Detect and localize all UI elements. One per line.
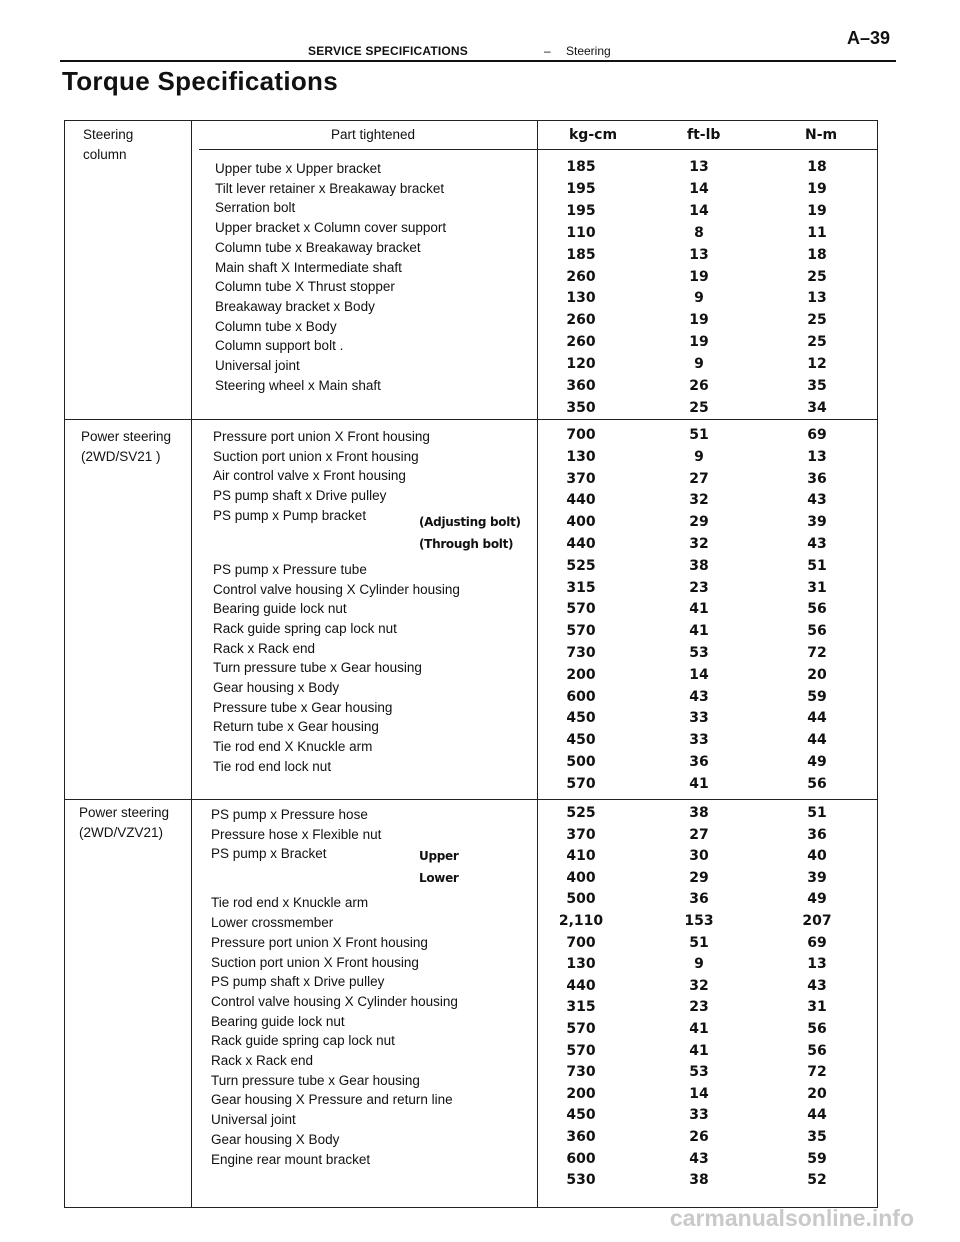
value-kgcm: 120 bbox=[566, 356, 596, 373]
value-ftlb: 27 bbox=[689, 470, 709, 487]
part-name: Breakaway bracket x Body bbox=[215, 298, 375, 314]
value-nm: 49 bbox=[807, 754, 827, 770]
value-kgcm: 500 bbox=[566, 754, 596, 770]
value-ftlb: 9 bbox=[694, 956, 704, 973]
group-divider-2 bbox=[65, 799, 877, 800]
value-ftlb: 43 bbox=[689, 1150, 709, 1167]
part-name: Universal joint bbox=[211, 1112, 296, 1128]
torque-table bbox=[64, 120, 878, 1208]
value-nm: 13 bbox=[807, 290, 827, 307]
value-ftlb: 9 bbox=[694, 356, 704, 373]
part-name: Serration bolt bbox=[215, 200, 296, 216]
value-ftlb: 29 bbox=[689, 869, 709, 886]
value-nm: 51 bbox=[807, 557, 827, 574]
value-nm: 36 bbox=[807, 826, 827, 843]
value-kgcm: 185 bbox=[566, 159, 596, 175]
value-nm: 20 bbox=[807, 1085, 827, 1102]
value-ftlb: 51 bbox=[689, 427, 709, 443]
value-kgcm: 450 bbox=[566, 1107, 596, 1124]
part-name: Control valve housing X Cylinder housing bbox=[213, 581, 460, 597]
value-nm: 44 bbox=[807, 732, 827, 749]
value-nm: 40 bbox=[807, 848, 827, 865]
value-nm: 56 bbox=[807, 775, 827, 792]
watermark: carmanualsonline.info bbox=[669, 1205, 914, 1231]
part-name: Control valve housing X Cylinder housing bbox=[211, 993, 458, 1009]
value-kgcm: 570 bbox=[566, 623, 596, 640]
value-nm: 19 bbox=[807, 180, 827, 197]
value-ftlb: 14 bbox=[689, 202, 709, 219]
value-nm: 43 bbox=[807, 536, 827, 552]
part-name: Tilt lever retainer x Breakaway bracket bbox=[215, 180, 445, 196]
value-kgcm: 2,110 bbox=[558, 913, 604, 929]
part-name: Column support bolt . bbox=[215, 338, 344, 354]
group-label: Power steering bbox=[81, 429, 172, 444]
value-kgcm: 530 bbox=[566, 1172, 596, 1189]
value-kgcm: 570 bbox=[566, 1021, 596, 1037]
value-ftlb: 41 bbox=[689, 601, 709, 618]
part-name: Turn pressure tube x Gear housing bbox=[211, 1072, 420, 1088]
value-kgcm: 730 bbox=[566, 1064, 596, 1081]
part-name: Gear housing X Body bbox=[211, 1131, 340, 1147]
value-nm: 56 bbox=[807, 623, 827, 640]
value-nm: 11 bbox=[807, 224, 827, 241]
value-nm: 13 bbox=[807, 956, 827, 973]
bolt-note: Lower bbox=[419, 870, 459, 885]
page-title: Torque Specifications bbox=[62, 66, 338, 96]
part-name: Gear housing X Pressure and return line bbox=[211, 1092, 453, 1108]
part-name: Return tube x Gear housing bbox=[213, 719, 379, 735]
part-name: Gear housing x Body bbox=[213, 680, 340, 695]
part-name: Turn pressure tube x Gear housing bbox=[213, 660, 422, 676]
value-ftlb: 25 bbox=[689, 399, 709, 416]
value-ftlb: 9 bbox=[694, 290, 704, 307]
part-name: Pressure port union X Front housing bbox=[211, 934, 428, 950]
value-nm: 56 bbox=[807, 1021, 827, 1037]
part-name: Suction port union x Front housing bbox=[213, 448, 419, 464]
value-nm: 34 bbox=[807, 399, 827, 416]
value-nm: 12 bbox=[807, 356, 827, 373]
part-name: PS pump shaft x Drive pulley bbox=[211, 974, 385, 990]
value-kgcm: 370 bbox=[566, 470, 596, 487]
bolt-note: Upper bbox=[419, 849, 459, 864]
unit-kgcm-header: kg-cm bbox=[569, 127, 618, 143]
value-kgcm: 525 bbox=[566, 557, 596, 574]
value-nm: 20 bbox=[807, 666, 827, 683]
value-nm: 39 bbox=[807, 514, 827, 531]
part-name: Rack x Rack end bbox=[211, 1053, 314, 1068]
value-kgcm: 525 bbox=[566, 805, 596, 821]
value-kgcm: 260 bbox=[566, 334, 596, 351]
value-ftlb: 41 bbox=[689, 775, 709, 792]
value-nm: 31 bbox=[807, 999, 827, 1016]
value-nm: 44 bbox=[807, 1107, 827, 1124]
unit-nm-header: N-m bbox=[805, 127, 838, 143]
value-kgcm: 440 bbox=[566, 536, 596, 552]
value-ftlb: 19 bbox=[689, 312, 709, 329]
value-ftlb: 32 bbox=[689, 977, 709, 994]
part-name: Pressure port union X Front housing bbox=[213, 429, 430, 444]
value-ftlb: 36 bbox=[689, 754, 709, 770]
value-ftlb: 8 bbox=[694, 224, 704, 241]
value-kgcm: 260 bbox=[566, 312, 596, 329]
value-kgcm: 260 bbox=[566, 268, 596, 285]
value-nm: 52 bbox=[807, 1172, 827, 1189]
value-ftlb: 53 bbox=[689, 645, 709, 661]
value-kgcm: 600 bbox=[566, 1150, 596, 1167]
value-kgcm: 450 bbox=[566, 732, 596, 749]
value-kgcm: 315 bbox=[566, 579, 596, 596]
value-nm: 39 bbox=[807, 869, 827, 886]
value-ftlb: 38 bbox=[689, 805, 709, 821]
value-kgcm: 600 bbox=[566, 688, 596, 705]
part-name: Upper bracket x Column cover support bbox=[215, 220, 447, 236]
value-kgcm: 440 bbox=[566, 492, 596, 509]
part-name: PS pump x Pump bracket bbox=[213, 507, 367, 523]
value-ftlb: 32 bbox=[689, 492, 709, 509]
value-ftlb: 53 bbox=[689, 1064, 709, 1081]
value-nm: 43 bbox=[807, 977, 827, 994]
group-divider-1 bbox=[65, 419, 877, 420]
value-kgcm: 700 bbox=[566, 427, 596, 443]
value-ftlb: 41 bbox=[689, 1042, 709, 1059]
value-ftlb: 41 bbox=[689, 1021, 709, 1037]
value-kgcm: 350 bbox=[566, 399, 596, 416]
part-name: Steering wheel x Main shaft bbox=[215, 377, 381, 393]
value-ftlb: 26 bbox=[689, 1129, 709, 1145]
header-separator: – bbox=[544, 44, 551, 58]
value-nm: 207 bbox=[802, 913, 832, 929]
value-kgcm: 195 bbox=[566, 180, 596, 197]
value-ftlb: 13 bbox=[689, 246, 709, 263]
part-name: Tie rod end x Knuckle arm bbox=[211, 895, 369, 911]
value-nm: 13 bbox=[807, 448, 827, 465]
value-ftlb: 14 bbox=[689, 1085, 709, 1102]
value-kgcm: 195 bbox=[566, 202, 596, 219]
value-kgcm: 315 bbox=[566, 999, 596, 1016]
value-kgcm: 130 bbox=[566, 290, 596, 307]
bolt-note: (Adjusting bolt) bbox=[419, 515, 521, 530]
page-number: A–39 bbox=[846, 28, 890, 48]
group-label: (2WD/SV21 ) bbox=[81, 449, 161, 464]
part-name: Tie rod end X Knuckle arm bbox=[213, 739, 373, 755]
value-nm: 56 bbox=[807, 1042, 827, 1059]
value-kgcm: 360 bbox=[566, 378, 596, 394]
value-ftlb: 33 bbox=[689, 732, 709, 749]
value-ftlb: 32 bbox=[689, 536, 709, 552]
value-kgcm: 370 bbox=[566, 826, 596, 843]
value-nm: 69 bbox=[807, 934, 827, 951]
part-name: Rack guide spring cap lock nut bbox=[213, 620, 397, 636]
value-nm: 59 bbox=[807, 688, 827, 705]
value-kgcm: 200 bbox=[566, 666, 596, 683]
value-kgcm: 500 bbox=[566, 891, 596, 908]
part-name: Engine rear mount bracket bbox=[211, 1151, 371, 1167]
value-nm: 72 bbox=[807, 645, 827, 661]
part-name: Pressure hose x Flexible nut bbox=[211, 826, 382, 842]
value-ftlb: 38 bbox=[689, 557, 709, 574]
part-name: PS pump shaft x Drive pulley bbox=[213, 488, 387, 504]
value-ftlb: 14 bbox=[689, 180, 709, 197]
value-nm: 35 bbox=[807, 378, 827, 394]
value-kgcm: 400 bbox=[566, 514, 596, 531]
value-kgcm: 700 bbox=[566, 934, 596, 951]
value-kgcm: 130 bbox=[566, 956, 596, 973]
value-kgcm: 450 bbox=[566, 710, 596, 727]
bolt-note: (Through bolt) bbox=[419, 537, 514, 551]
part-name: Bearing guide lock nut bbox=[213, 601, 347, 617]
part-name: PS pump x Bracket bbox=[211, 846, 327, 862]
value-kgcm: 130 bbox=[566, 448, 596, 465]
part-name: Air control valve x Front housing bbox=[213, 468, 406, 484]
value-ftlb: 26 bbox=[689, 378, 709, 394]
col-divider-part bbox=[191, 121, 192, 1207]
value-kgcm: 110 bbox=[566, 224, 596, 241]
value-kgcm: 360 bbox=[566, 1129, 596, 1145]
value-ftlb: 23 bbox=[689, 579, 709, 596]
part-name: Column tube x Body bbox=[215, 318, 337, 334]
part-name: Column tube x Breakaway bracket bbox=[215, 239, 421, 255]
value-ftlb: 30 bbox=[689, 848, 709, 865]
value-ftlb: 14 bbox=[689, 666, 709, 683]
part-name: Main shaft X Intermediate shaft bbox=[215, 259, 402, 275]
value-kgcm: 440 bbox=[566, 977, 596, 994]
value-nm: 31 bbox=[807, 579, 827, 596]
header-row-divider bbox=[199, 149, 877, 150]
value-nm: 69 bbox=[807, 427, 827, 443]
value-nm: 25 bbox=[807, 312, 827, 329]
value-nm: 49 bbox=[807, 891, 827, 908]
value-nm: 25 bbox=[807, 334, 827, 351]
value-kgcm: 185 bbox=[566, 246, 596, 263]
value-kgcm: 570 bbox=[566, 775, 596, 792]
unit-ftlb-header: ft-lb bbox=[687, 127, 721, 143]
value-kgcm: 570 bbox=[566, 601, 596, 618]
value-nm: 51 bbox=[807, 805, 827, 821]
value-ftlb: 38 bbox=[689, 1172, 709, 1189]
value-kgcm: 400 bbox=[566, 869, 596, 886]
subsection-title: Steering bbox=[566, 44, 611, 58]
value-nm: 59 bbox=[807, 1150, 827, 1167]
part-name: Universal joint bbox=[215, 358, 300, 373]
value-kgcm: 200 bbox=[566, 1085, 596, 1102]
value-ftlb: 153 bbox=[684, 913, 714, 929]
part-name: PS pump x Pressure hose bbox=[211, 807, 368, 822]
value-ftlb: 9 bbox=[694, 448, 704, 465]
part-name: Bearing guide lock nut bbox=[211, 1013, 345, 1029]
group-label: (2WD/VZV21) bbox=[79, 825, 164, 840]
part-name: Rack guide spring cap lock nut bbox=[211, 1033, 395, 1049]
part-name: Upper tube x Upper bracket bbox=[215, 161, 381, 176]
value-nm: 56 bbox=[807, 601, 827, 618]
value-ftlb: 13 bbox=[689, 159, 709, 175]
value-ftlb: 27 bbox=[689, 826, 709, 843]
part-name: Pressure tube x Gear housing bbox=[213, 699, 393, 715]
group-label: Power steering bbox=[79, 805, 170, 820]
value-ftlb: 43 bbox=[689, 688, 709, 705]
value-ftlb: 33 bbox=[689, 1107, 709, 1124]
group-label: Steering bbox=[83, 127, 134, 142]
value-nm: 18 bbox=[807, 159, 827, 175]
group-label: column bbox=[83, 147, 127, 162]
value-ftlb: 33 bbox=[689, 710, 709, 727]
value-ftlb: 29 bbox=[689, 514, 709, 531]
value-nm: 44 bbox=[807, 710, 827, 727]
part-tightened-header: Part tightened bbox=[331, 127, 416, 142]
value-kgcm: 570 bbox=[566, 1042, 596, 1059]
value-ftlb: 51 bbox=[689, 934, 709, 951]
value-nm: 18 bbox=[807, 246, 827, 263]
part-name: Column tube X Thrust stopper bbox=[215, 279, 395, 295]
value-nm: 19 bbox=[807, 202, 827, 219]
part-name: PS pump x Pressure tube bbox=[213, 561, 367, 577]
value-nm: 43 bbox=[807, 492, 827, 509]
col-divider-values bbox=[537, 121, 538, 1207]
value-nm: 35 bbox=[807, 1129, 827, 1145]
value-nm: 36 bbox=[807, 470, 827, 487]
part-name: Lower crossmember bbox=[211, 915, 334, 931]
part-name: Rack x Rack end bbox=[213, 640, 316, 656]
value-ftlb: 19 bbox=[689, 334, 709, 351]
value-kgcm: 410 bbox=[566, 848, 596, 865]
value-ftlb: 19 bbox=[689, 268, 709, 285]
section-title: SERVICE SPECIFICATIONS bbox=[308, 44, 468, 58]
part-name: Suction port union X Front housing bbox=[211, 954, 419, 970]
value-ftlb: 23 bbox=[689, 999, 709, 1016]
value-nm: 72 bbox=[807, 1064, 827, 1081]
value-ftlb: 41 bbox=[689, 623, 709, 640]
value-ftlb: 36 bbox=[689, 891, 709, 908]
part-name: Tie rod end lock nut bbox=[213, 758, 332, 774]
page-header bbox=[60, 26, 896, 62]
value-kgcm: 730 bbox=[566, 645, 596, 661]
value-nm: 25 bbox=[807, 268, 827, 285]
